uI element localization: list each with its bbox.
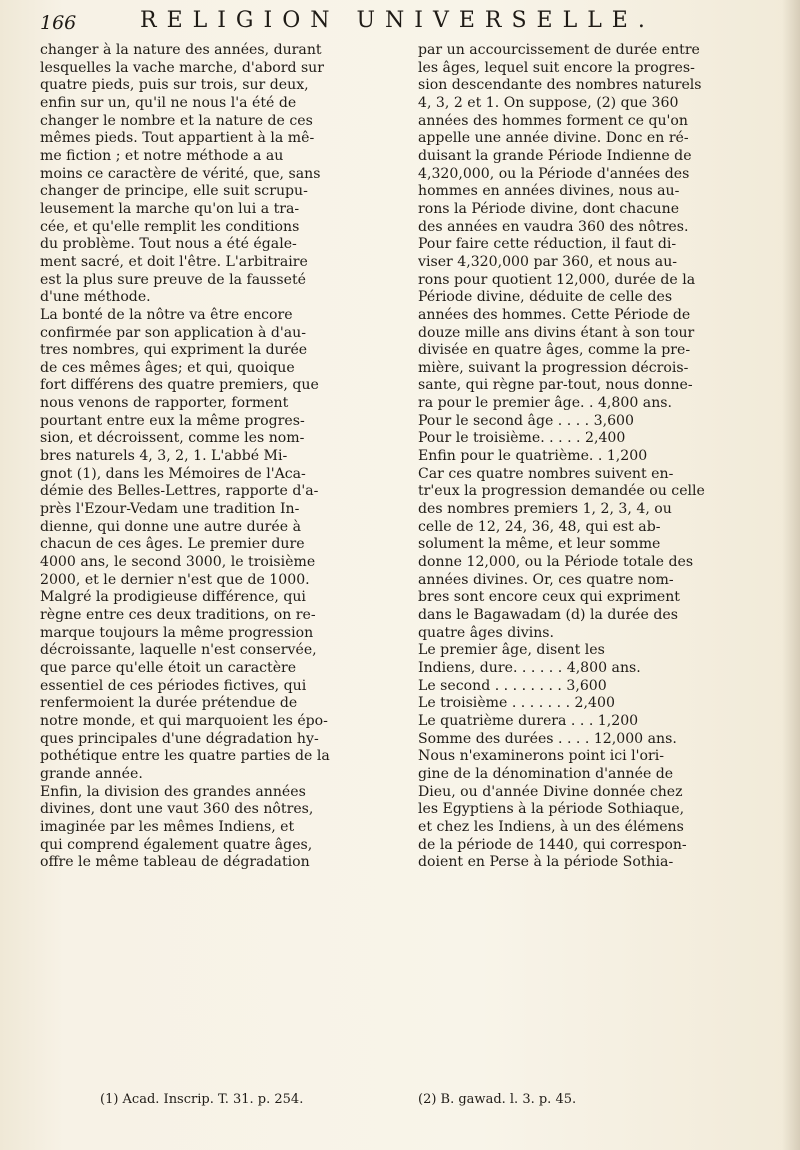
text-line: lesquelles la vache marche, d'abord sur (40, 59, 325, 76)
text-line: dans le Bagawadam (d) la durée des (418, 607, 678, 623)
text-line: 2000, et le dernier n'est que de 1000. (40, 571, 310, 588)
text-line: moins ce caractère de vérité, que, sans (40, 165, 321, 182)
text-line: 4, 3, 2 et 1. On suppose, (2) que 360 (418, 94, 679, 111)
text-line: offre le même tableau de dégradation (40, 854, 310, 871)
text-line: bres naturels 4, 3, 2, 1. L'abbé Mi- (40, 448, 288, 465)
text-line: hommes en années divines, nous au- (418, 183, 680, 200)
text-line: de la période de 1440, qui correspon- (418, 836, 687, 853)
text-line: me fiction ; et notre méthode a au (40, 147, 284, 164)
text-line: gnot (1), dans les Mémoires de l'Aca- (40, 465, 306, 482)
text-line: du problème. Tout nous a été égale- (40, 236, 297, 253)
text-line: rons pour quotient 12,000, durée de la (418, 271, 696, 288)
text-line: les âges, lequel suit encore la progres- (418, 59, 695, 76)
text-line: viser 4,320,000 par 360, et nous au- (418, 253, 678, 270)
text-line: dienne, qui donne une autre durée à (40, 518, 301, 535)
text-line: douze mille ans divins étant à son tour (418, 324, 695, 341)
text-line: cée, et qu'elle remplit les conditions (40, 218, 300, 235)
text-line: des années en vaudra 360 des nôtres. (418, 218, 689, 235)
text-line: années des hommes forment ce qu'on (418, 112, 688, 129)
left-text-column (40, 42, 385, 872)
text-line: mière, suivant la progression décrois- (418, 359, 689, 376)
text-line: Pour le troisième. . . . . 2,400 (418, 430, 626, 447)
text-line: près l'Ezour-Vedam une tradition In- (40, 501, 300, 518)
footnote-right: (2) B. gawad. l. 3. p. 45. (418, 1092, 577, 1107)
text-line: et chez les Indiens, à un des élémens (418, 818, 684, 835)
text-line: divisée en quatre âges, comme la pre- (418, 342, 691, 359)
text-line: enfin sur un, qu'il ne nous l'a été de (40, 94, 297, 111)
text-line: marque toujours la même progression (40, 624, 314, 641)
text-line: tres nombres, qui expriment la durée (40, 342, 308, 359)
text-line: ques principales d'une dégradation hy- (40, 730, 319, 747)
text-line: Le premier âge, disent les (418, 642, 605, 659)
text-line: imaginée par les mêmes Indiens, et (40, 818, 295, 835)
text-line: Le quatrième durera . . . 1,200 (418, 712, 639, 729)
text-line: La bonté de la nôtre va être encore (40, 306, 293, 323)
page-header (40, 8, 780, 38)
text-line: est la plus sure preuve de la fausseté (40, 271, 306, 288)
text-line: Enfin pour le quatrième. . 1,200 (418, 448, 648, 465)
text-line: que parce qu'elle étoit un caractère (40, 659, 297, 676)
text-line: mêmes pieds. Tout appartient à la mê- (40, 130, 315, 147)
text-line: nous venons de rapporter, forment (40, 395, 289, 412)
text-line: qui comprend également quatre âges, (40, 836, 313, 853)
text-line: Indiens, dure. . . . . . 4,800 ans. (418, 659, 641, 676)
text-line: Pour faire cette réduction, il faut di- (418, 236, 677, 253)
page-edge-shadow (782, 0, 800, 1150)
text-line: années des hommes. Cette Période de (418, 306, 691, 323)
text-line: démie des Belles-Lettres, rapporte d'a- (40, 483, 319, 500)
text-line: 4,320,000, ou la Période d'années des (418, 165, 690, 182)
text-line: Dieu, ou d'année Divine donnée chez (418, 783, 683, 800)
text-line: changer de principe, elle suit scrupu- (40, 183, 308, 200)
text-line: d'une méthode. (40, 289, 151, 306)
text-line: Pour le second âge . . . . 3,600 (418, 412, 634, 429)
text-line: fort différens des quatre premiers, que (40, 377, 319, 394)
text-line: années divines. Or, ces quatre nom- (418, 571, 674, 588)
text-line: Car ces quatre nombres suivent en- (418, 465, 674, 482)
page-number: 166 (40, 12, 77, 34)
text-line: changer à la nature des années, durant (40, 42, 322, 58)
text-line: tr'eux la progression demandée ou celle (418, 483, 705, 500)
text-line: grande année. (40, 765, 143, 782)
text-line: celle de 12, 24, 36, 48, qui est ab- (418, 518, 661, 535)
text-line: essentiel de ces périodes fictives, qui (40, 677, 307, 694)
text-line: duisant la grande Période Indienne de (418, 147, 692, 164)
text-line: décroissante, laquelle n'est conservée, (40, 642, 317, 659)
text-line: sion descendante des nombres naturels (418, 77, 702, 94)
text-line: ra pour le premier âge. . 4,800 ans. (418, 395, 672, 412)
text-line: Le second . . . . . . . . 3,600 (418, 677, 607, 694)
text-line: donne 12,000, ou la Période totale des (418, 554, 694, 571)
text-line: appelle une année divine. Donc en ré- (418, 130, 689, 147)
text-line: les Egyptiens à la période Sothiaque, (418, 801, 685, 818)
text-line: renfermoient la durée prétendue de (40, 695, 298, 712)
text-line: Somme des durées . . . . 12,000 ans. (418, 730, 677, 747)
text-line: divines, dont une vaut 360 des nôtres, (40, 801, 314, 818)
text-line: de ces mêmes âges; et qui, quoique (40, 359, 295, 376)
text-line: rons la Période divine, dont chacune (418, 200, 680, 217)
text-line: sante, qui règne par-tout, nous donne- (418, 377, 693, 394)
text-line: Période divine, déduite de celle des (418, 289, 673, 306)
text-line: quatre âges divins. (418, 624, 554, 641)
text-line: ment sacré, et doit l'être. L'arbitraire (40, 253, 308, 270)
footnote-left: (1) Acad. Inscrip. T. 31. p. 254. (100, 1092, 304, 1107)
text-line: Malgré la prodigieuse différence, qui (40, 589, 306, 606)
text-line: quatre pieds, puis sur trois, sur deux, (40, 77, 309, 94)
text-line: solument la même, et leur somme (418, 536, 661, 553)
text-line: Enfin, la division des grandes années (40, 783, 306, 800)
text-line: confirmée par son application à d'au- (40, 324, 307, 341)
text-line: par un accourcissement de durée entre (418, 42, 700, 58)
text-line: sion, et décroissent, comme les nom- (40, 430, 305, 447)
text-line: Nous n'examinerons point ici l'ori- (418, 748, 665, 765)
text-line: pourtant entre eux la même progres- (40, 412, 305, 429)
text-line: pothétique entre les quatre parties de la (40, 748, 330, 765)
text-line: leusement la marche qu'on lui a tra- (40, 200, 300, 217)
text-line: règne entre ces deux traditions, on re- (40, 607, 316, 623)
text-line: 4000 ans, le second 3000, le troisième (40, 554, 316, 571)
text-line: bres sont encore ceux qui expriment (418, 589, 680, 606)
text-line: chacun de ces âges. Le premier dure (40, 536, 305, 553)
text-line: doient en Perse à la période Sothia- (418, 854, 674, 871)
text-line: Le troisième . . . . . . . 2,400 (418, 695, 615, 712)
text-line: des nombres premiers 1, 2, 3, 4, ou (418, 501, 672, 518)
text-line: changer le nombre et la nature de ces (40, 112, 313, 129)
text-line: gine de la dénomination d'année de (418, 765, 674, 782)
right-text-column (418, 42, 763, 872)
running-title: RELIGION UNIVERSELLE. (140, 8, 655, 33)
text-line: notre monde, et qui marquoient les épo- (40, 712, 328, 729)
